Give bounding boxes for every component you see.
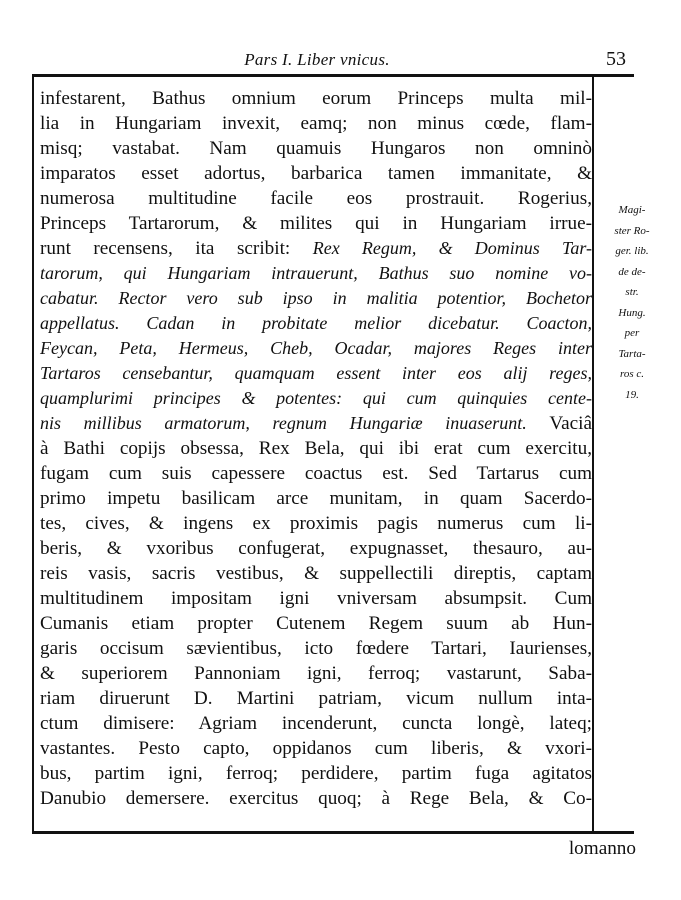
margin-note-line: de de- xyxy=(618,265,646,278)
text-line xyxy=(40,86,592,111)
roman-text: beris, & vxoribus confugerat, expugnasset, thesauro, au- xyxy=(40,538,592,559)
text-line xyxy=(40,611,592,636)
italic-quotation: cabatur. Rector vero sub ipso in malitia potentior, Bochetor xyxy=(40,288,592,308)
text-line xyxy=(40,786,592,811)
italic-quotation: quamplurimi principes & potentes: qui cum quinquies cente- xyxy=(40,388,592,408)
margin-note-line: per xyxy=(624,327,640,339)
roman-text: lia in Hungariam invexit, eamq; non minus cœde, flam- xyxy=(40,113,592,134)
text-line xyxy=(40,436,592,461)
body-text xyxy=(40,86,592,811)
text-line xyxy=(40,286,592,311)
roman-text: vastantes. Pesto capto, oppidanos cum liberis, & vxori- xyxy=(40,738,592,759)
roman-text: à Bathi copijs obsessa, Rex Bela, qui ibi erat cum exercitu, xyxy=(40,438,592,459)
italic-quotation: Rex Regum, & Dominus Tar- xyxy=(312,238,592,258)
text-line xyxy=(40,486,592,511)
roman-text: Cumanis etiam propter Cutenem Regem suum ab Hun- xyxy=(40,613,592,634)
text-line xyxy=(40,211,592,236)
text-line xyxy=(40,686,592,711)
margin-note-line: str. xyxy=(625,286,639,298)
roman-text: numerosa multitudine facile eos prostrauit. Rogerius, xyxy=(40,188,592,209)
margin-note-line: ros c. xyxy=(619,368,645,380)
text-line xyxy=(40,386,592,411)
text-line xyxy=(40,636,592,661)
text-line xyxy=(40,111,592,136)
running-title: Pars I. Liber vnicus. xyxy=(244,50,390,69)
roman-text: Vaciâ xyxy=(526,413,593,434)
text-line xyxy=(40,711,592,736)
roman-text: & superiorem Pannoniam igni, ferroq; vastarunt, Saba- xyxy=(40,663,592,684)
roman-text: misq; vastabat. Nam quamuis Hungaros non omninò xyxy=(40,138,592,159)
roman-text: primo impetu basilicam arce munitam, in quam Sacerdo- xyxy=(40,488,592,509)
text-line xyxy=(40,461,592,486)
text-line xyxy=(40,236,592,261)
bottom-rule xyxy=(32,831,634,834)
roman-text: Princeps Tartarorum, & milites qui in Hungariam irrue- xyxy=(40,213,592,234)
text-line xyxy=(40,511,592,536)
roman-text: reis vasis, sacris vestibus, & suppellectili direptis, captam xyxy=(40,563,592,584)
italic-quotation: nis millibus armatorum, regnum Hungariæ inuaserunt. xyxy=(40,413,527,433)
running-head xyxy=(32,46,634,74)
text-line xyxy=(40,586,592,611)
text-line xyxy=(40,561,592,586)
margin-note-line: 19. xyxy=(625,388,639,401)
page-number: 53 xyxy=(606,48,626,70)
italic-quotation: Tartaros censebantur, quamquam essent inter eos alij reges, xyxy=(40,363,592,383)
roman-text: tes, cives, & ingens ex proximis pagis numerus cum li- xyxy=(40,513,592,534)
italic-quotation: tarorum, qui Hungariam intrauerunt, Bathus suo nomine vo- xyxy=(40,263,592,283)
roman-text: bus, partim igni, ferroq; perdidere, partim fuga agitatos xyxy=(40,763,592,784)
margin-note xyxy=(602,200,662,405)
margin-note-line: Hung. xyxy=(618,306,646,319)
text-line xyxy=(40,336,592,361)
roman-text: infestarent, Bathus omnium eorum Princeps multa mil- xyxy=(40,88,592,109)
text-line xyxy=(40,736,592,761)
text-line xyxy=(40,261,592,286)
roman-text: fugam cum suis capessere coactus est. Sed Tartarus cum xyxy=(40,463,592,484)
roman-text: ctum dimisere: Agriam incenderunt, cuncta longè, lateq; xyxy=(40,713,592,734)
text-line xyxy=(40,311,592,336)
roman-text: garis occisum sævientibus, icto fœdere Tartari, Iaurienses, xyxy=(40,638,592,659)
text-line xyxy=(40,361,592,386)
text-line xyxy=(40,661,592,686)
text-line xyxy=(40,411,592,436)
roman-text: riam diruerunt D. Martini patriam, vicum nullum inta- xyxy=(40,688,592,709)
text-line xyxy=(40,761,592,786)
margin-note-line: Magi- xyxy=(618,204,646,216)
italic-quotation: appellatus. Cadan in probitate melior dicebatur. Coacton, xyxy=(40,313,592,333)
roman-text: runt recensens, ita scribit: xyxy=(40,238,313,259)
text-line xyxy=(40,136,592,161)
margin-note-line: Tarta- xyxy=(618,347,646,360)
margin-note-line: ger. lib. xyxy=(615,245,649,257)
text-line xyxy=(40,536,592,561)
roman-text: multitudinem impositam igni vniversam absumpsit. Cum xyxy=(40,588,592,609)
margin-note-line: ster Ro- xyxy=(614,224,650,237)
catchword: lomanno xyxy=(568,838,636,859)
roman-text: imparatos esset adortus, barbarica tamen immanitate, & xyxy=(40,163,592,184)
italic-quotation: Feycan, Peta, Hermeus, Cheb, Ocadar, majores Reges inter xyxy=(40,338,592,358)
roman-text: Danubio demersere. exercitus quoq; à Rege Bela, & Co- xyxy=(40,788,592,809)
text-line xyxy=(40,161,592,186)
text-line xyxy=(40,186,592,211)
